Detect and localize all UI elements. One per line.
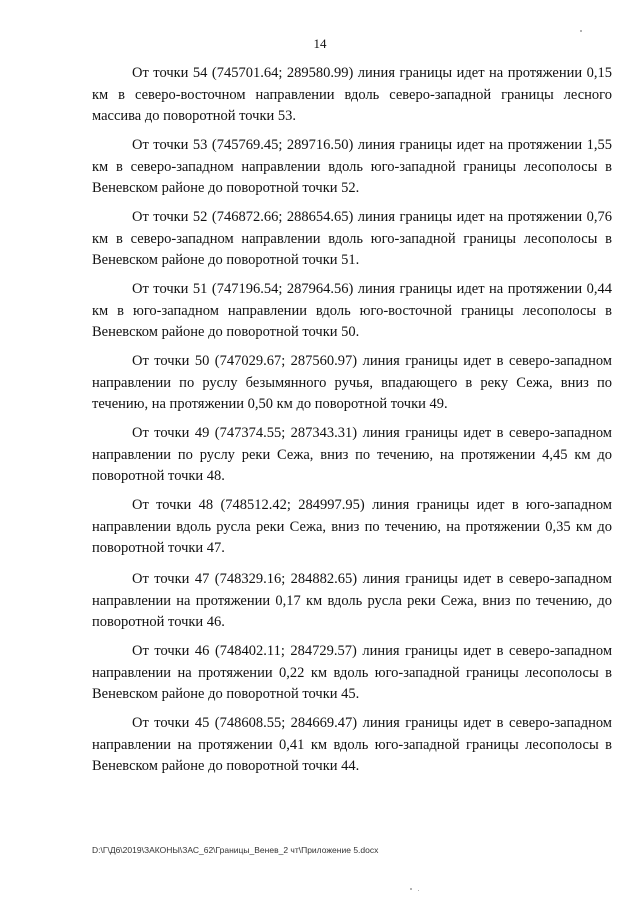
paragraph-point-54: От точки 54 (745701.64; 289580.99) линия границы идет на протяжении 0,15 км в северо-восточном направлении вдоль северо-западной границы лесного массива до поворотной точки 53. bbox=[92, 65, 612, 124]
footer-file-path: D:\Г\Д6\2019\ЗАКОНЫ\ЗАС_62\Границы_Венев_2 чт\Приложение 5.docx bbox=[92, 845, 379, 855]
paragraph-point-50: От точки 50 (747029.67; 287560.97) линия границы идет в северо-западном направлении по руслу безымянного ручья, впадающего в реку Сежа, вниз по течению, на протяжении 0,50 км до поворотной точки 49. bbox=[92, 353, 612, 412]
page-number: 14 bbox=[313, 36, 327, 51]
paragraph-point-52: От точки 52 (746872.66; 288654.65) линия границы идет на протяжении 0,76 км в северо-западном направлении вдоль юго-западной границы лесополосы в Веневском районе до поворотной точки 51. bbox=[92, 209, 612, 268]
scan-speck bbox=[410, 888, 412, 890]
paragraph-point-48: От точки 48 (748512.42; 284997.95) линия границы идет в юго-западном направлении вдоль русла реки Сежа, вниз по течению, на протяжении 0,35 км до поворотной точки 47. bbox=[92, 497, 612, 556]
scan-speck bbox=[580, 30, 582, 32]
paragraph-point-53: От точки 53 (745769.45; 289716.50) линия границы идет на протяжении 1,55 км в северо-западном направлении вдоль юго-западной границы лесополосы в Веневском районе до поворотной точки 52. bbox=[92, 137, 612, 196]
paragraph-point-45: От точки 45 (748608.55; 284669.47) линия границы идет в северо-западном направлении на протяжении 0,41 км вдоль юго-западной границы лесополосы в Веневском районе до поворотной точки 44. bbox=[92, 715, 612, 774]
paragraph-point-49: От точки 49 (747374.55; 287343.31) линия границы идет в северо-западном направлении по руслу реки Сежа, вниз по течению, на протяжении 4,45 км до поворотной точки 48. bbox=[92, 425, 612, 484]
paragraph-point-46: От точки 46 (748402.11; 284729.57) линия границы идет в северо-западном направлении на протяжении 0,22 км вдоль юго-западной границы лесополосы в Веневском районе до поворотной точки 45. bbox=[92, 643, 612, 702]
paragraph-point-47: От точки 47 (748329.16; 284882.65) линия границы идет в северо-западном направлении на протяжении 0,17 км вдоль русла реки Сежа, вниз по течению, до поворотной точки 46. bbox=[92, 571, 612, 630]
scan-speck bbox=[418, 890, 419, 891]
paragraph-point-51: От точки 51 (747196.54; 287964.56) линия границы идет на протяжении 0,44 км в юго-западном направлении вдоль юго-восточной границы лесополосы в Веневском районе до поворотной точки 50. bbox=[92, 281, 612, 340]
